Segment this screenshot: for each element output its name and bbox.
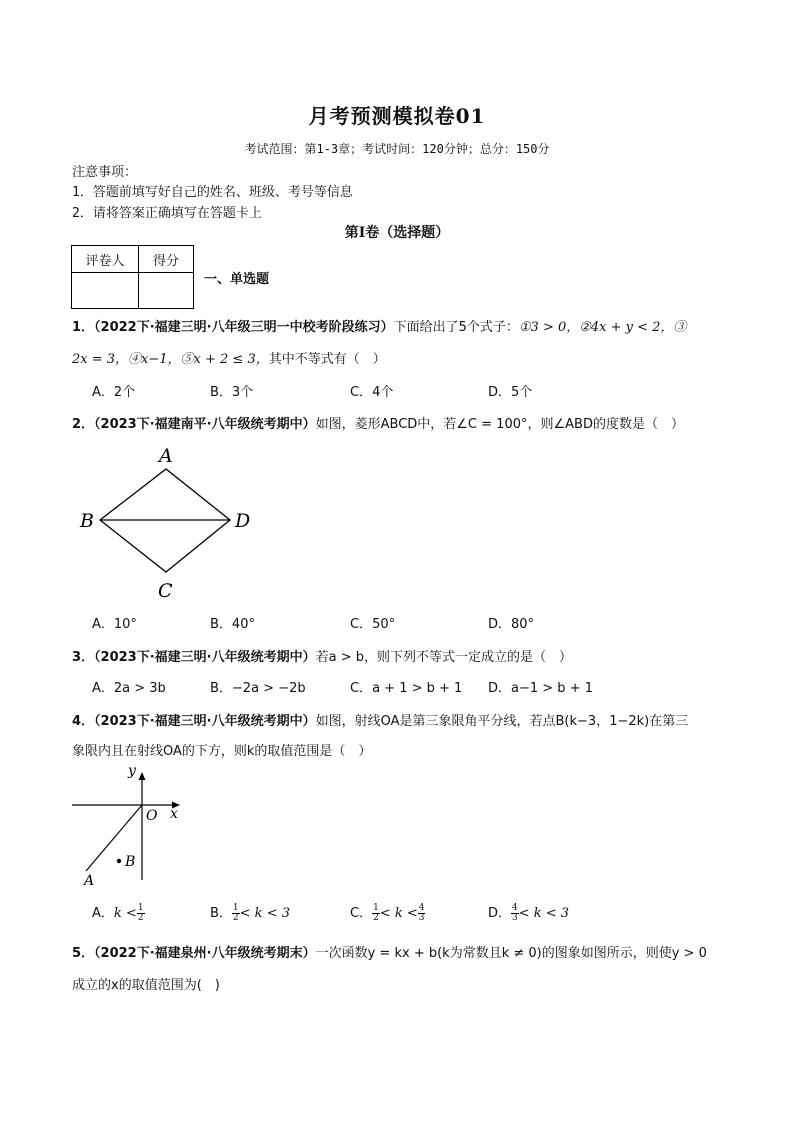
fraction (418, 904, 426, 923)
option-letter: D． (488, 906, 512, 921)
fraction-numerator: 1 (373, 903, 379, 913)
question-1-line-2 (72, 348, 386, 367)
fraction-numerator: 1 (137, 903, 144, 913)
axis-label-x: x (170, 806, 178, 822)
score-cell[interactable] (139, 273, 194, 309)
page-title: 月考预测模拟卷01 (308, 104, 486, 128)
question-3-line-1 (72, 646, 572, 665)
fraction-denominator: 2 (373, 913, 379, 923)
option-letter: C． (350, 906, 373, 921)
vertex-label-c: C (158, 580, 173, 602)
option-a[interactable] (92, 902, 145, 923)
question-5-line-1 (72, 942, 707, 961)
section-title: 第I卷（选择题） (344, 225, 450, 241)
option-b[interactable]: B．3个 (210, 385, 254, 400)
point-label-a: A (84, 873, 95, 889)
question-4-line-1 (72, 710, 688, 729)
axis-label-y: y (128, 763, 136, 779)
question-number: 3． (72, 650, 95, 665)
question-4-line-2: 象限内且在射线OA的下方，则k的取值范围是（ ） (72, 744, 372, 759)
question-number: 4． (72, 714, 95, 729)
note-item: 2．请将答案正确填写在答题卡上 (72, 206, 262, 221)
question-text: 如图，菱形ABCD中，若∠C = 100°，则∠ABD的度数是（ ） (315, 417, 684, 432)
fraction (232, 904, 240, 923)
fraction-denominator: 3 (418, 913, 425, 923)
question-source: （2023下·福建三明·八年级统考期中） (94, 714, 316, 729)
option-c[interactable]: C．a + 1 > b + 1 (350, 681, 463, 696)
option-b[interactable] (210, 902, 290, 923)
option-math: < k < 3 (239, 906, 290, 921)
question-number: 2． (72, 417, 95, 432)
option-c[interactable]: C．4个 (350, 385, 394, 400)
option-c[interactable]: C．50° (350, 617, 396, 632)
score-table (71, 245, 194, 309)
option-d[interactable]: D．80° (488, 617, 535, 632)
fraction (372, 904, 380, 923)
option-c[interactable] (350, 902, 425, 923)
fraction-denominator: 2 (137, 913, 144, 923)
option-math: < k < (379, 906, 418, 921)
fraction-numerator: 4 (512, 903, 518, 913)
fraction-denominator: 2 (232, 913, 239, 923)
option-a[interactable]: A．2a > 3b (92, 681, 166, 696)
option-math: k < (113, 906, 137, 921)
question-5-line-2: 成立的x的取值范围为( ) (72, 978, 220, 993)
question-1-line-1 (72, 316, 686, 335)
question-text: 若a > b，则下列不等式一定成立的是（ ） (315, 650, 572, 665)
option-d[interactable]: D．5个 (488, 385, 533, 400)
option-d[interactable]: D．a−1 > b + 1 (488, 681, 593, 696)
rhombus-figure (72, 440, 272, 605)
option-b[interactable]: B．40° (210, 617, 255, 632)
point-b (117, 859, 121, 863)
question-math: 2x = 3，④x−1，⑤x + 2 ≤ 3， (72, 352, 269, 367)
question-source: （2022下·福建三明·八年级三明一中校考阶段练习） (94, 320, 394, 335)
notes-heading: 注意事项： (72, 165, 138, 180)
question-text: 其中不等式有（ ） (268, 352, 386, 367)
option-d[interactable] (488, 902, 569, 923)
question-text: 下面给出了5个式子： (393, 320, 519, 335)
question-number: 1． (72, 320, 95, 335)
exam-info: 考试范围：第1-3章；考试时间：120分钟；总分：150分 (244, 142, 550, 156)
vertex-label-b: B (80, 510, 94, 532)
grader-cell[interactable] (72, 273, 139, 309)
question-text: 一次函数y = kx + b(k为常数且k ≠ 0)的图象如图所示，则使y > 0 (315, 946, 707, 961)
vertex-label-a: A (159, 445, 173, 467)
question-2-line-1 (72, 413, 684, 432)
question-text: 如图，射线OA是第三象限角平分线，若点B(k−3，1−2k)在第三 (315, 714, 689, 729)
y-axis-arrow (139, 772, 146, 780)
option-letter: A． (92, 906, 114, 921)
ray-figure (68, 760, 198, 890)
fraction-denominator: 3 (512, 913, 518, 923)
question-math: ①3 > 0，②4x + y < 2，③ (518, 320, 687, 335)
origin-label: O (146, 808, 158, 824)
option-letter: B． (210, 906, 232, 921)
question-source: （2023下·福建三明·八年级统考期中） (94, 650, 316, 665)
question-number: 5． (72, 946, 95, 961)
option-math: < k < 3 (518, 906, 570, 921)
option-a[interactable]: A．2个 (92, 385, 136, 400)
option-a[interactable]: A．10° (92, 617, 137, 632)
part-label: 一、单选题 (204, 272, 270, 287)
question-source: （2022下·福建泉州·八年级统考期末） (94, 946, 316, 961)
vertex-label-d: D (235, 510, 251, 532)
fraction-numerator: 4 (418, 903, 425, 913)
score-table-header-grader: 评卷人 (72, 246, 139, 273)
option-b[interactable]: B．−2a > −2b (210, 681, 306, 696)
fraction-numerator: 1 (232, 903, 239, 913)
note-item: 1．答题前填写好自己的姓名、班级、考号等信息 (72, 185, 353, 200)
question-source: （2023下·福建南平·八年级统考期中） (94, 417, 316, 432)
point-label-b: B (125, 854, 136, 870)
fraction (511, 904, 519, 923)
fraction (137, 904, 145, 923)
score-table-header-score: 得分 (139, 246, 194, 273)
